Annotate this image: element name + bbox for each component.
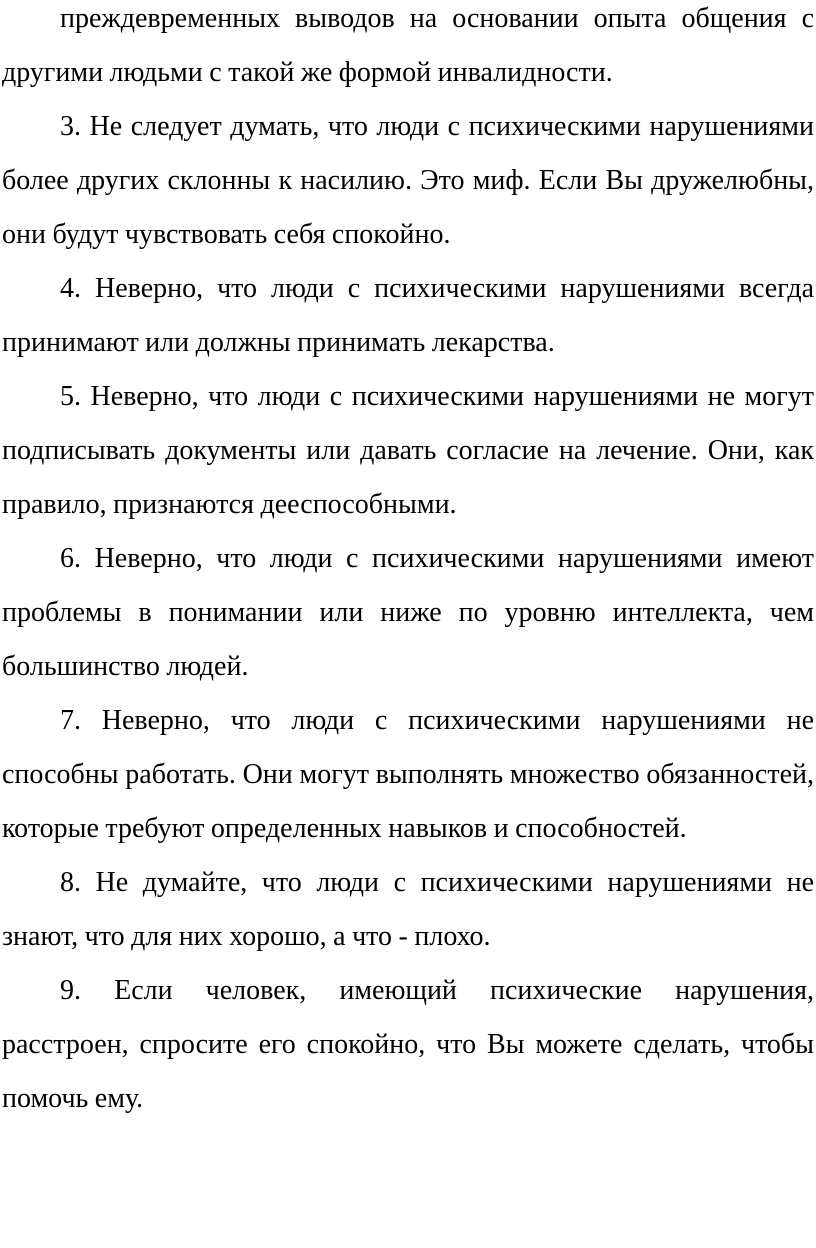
paragraph-continuation: преждевременных выводов на основании опыта общения с другими людьми с такой же формой инвалидности. xyxy=(2,3,814,88)
paragraph-item-4: 4. Неверно, что люди с психическими нарушениями всегда принимают или должны принимать лекарства. xyxy=(2,273,814,358)
paragraph-item-8: 8. Не думайте, что люди с психическими нарушениями не знают, что для них хорошо, а что - плохо. xyxy=(2,867,814,952)
paragraph-item-7: 7. Неверно, что люди с психическими нарушениями не способны работать. Они могут выполнять множество обязанностей, которые требуют определенных навыков и способностей. xyxy=(2,705,814,844)
paragraph-item-6: 6. Неверно, что люди с психическими нарушениями имеют проблемы в понимании или ниже по уровню интеллекта, чем большинство людей. xyxy=(2,543,814,682)
paragraph-item-3: 3. Не следует думать, что люди с психическими нарушениями более других склонны к насилию. Это миф. Если Вы дружелюбны, они будут чувствовать себя спокойно. xyxy=(2,111,814,250)
paragraph-item-9: 9. Если человек, имеющий психические нарушения, расстроен, спросите его спокойно, что Вы можете сделать, чтобы помочь ему. xyxy=(2,975,814,1114)
paragraph-item-5: 5. Неверно, что люди с психическими нарушениями не могут подписывать документы или давать согласие на лечение. Они, как правило, признаются дееспособными. xyxy=(2,381,814,520)
